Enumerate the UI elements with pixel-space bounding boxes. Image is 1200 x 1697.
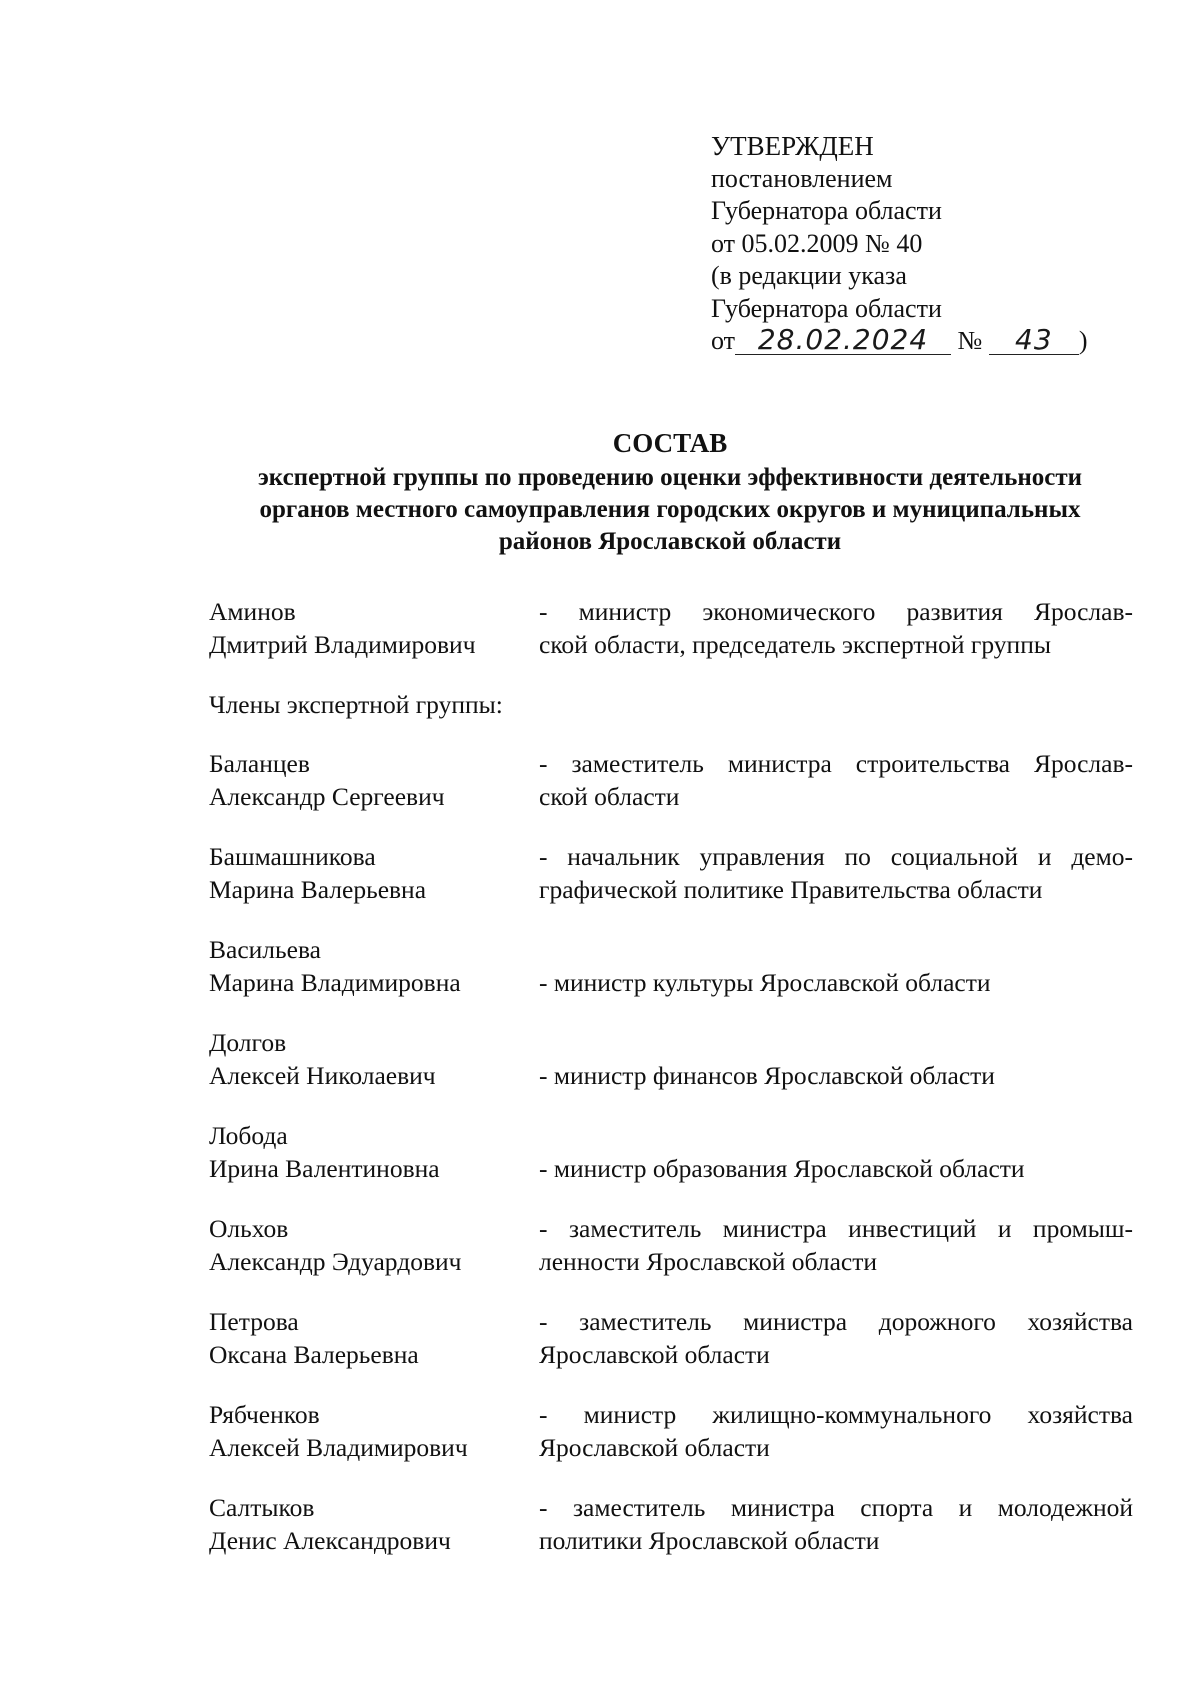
surname: Васильева xyxy=(209,935,321,964)
person-name xyxy=(209,596,539,661)
document-title: СОСТАВ xyxy=(612,428,728,458)
chair-row xyxy=(209,596,1133,661)
surname: Аминов xyxy=(209,597,296,626)
given-names: Александр Эдуардович xyxy=(209,1246,462,1276)
position-line: ской области, председатель экспертной группы xyxy=(539,629,1051,659)
members-label: Члены экспертной группы: xyxy=(209,690,503,719)
person-position xyxy=(539,596,1133,661)
approval-block xyxy=(711,130,1151,358)
person-position xyxy=(539,1120,1133,1185)
position-line: политики Ярославской области xyxy=(539,1525,880,1555)
surname: Петрова xyxy=(209,1307,299,1336)
document-heading xyxy=(190,425,1150,557)
surname: Салтыков xyxy=(209,1493,315,1522)
member-row xyxy=(209,748,1133,813)
given-names: Ирина Валентиновна xyxy=(209,1153,440,1183)
approval-line: от 05.02.2009 № 40 xyxy=(711,228,923,258)
surname: Рябченков xyxy=(209,1400,320,1429)
approval-line: Губернатора области xyxy=(711,196,942,225)
person-name xyxy=(209,1120,539,1185)
given-names: Александр Сергеевич xyxy=(209,781,445,811)
person-name xyxy=(209,841,539,906)
position-line: - заместитель министра инвестиций и промыш- xyxy=(539,1214,1133,1243)
member-row xyxy=(209,1306,1133,1371)
document-subtitle-line: органов местного самоуправления городских округов и муниципальных xyxy=(259,496,1081,523)
position-line: - заместитель министра строительства Ярослав- xyxy=(539,749,1133,778)
surname: Долгов xyxy=(209,1028,287,1057)
member-row xyxy=(209,934,1133,999)
handwritten-number: 43 xyxy=(989,326,1079,355)
surname: Ольхов xyxy=(209,1214,289,1243)
approval-line: постановлением xyxy=(711,163,893,193)
person-position xyxy=(539,748,1133,813)
person-name xyxy=(209,1492,539,1557)
person-position xyxy=(539,1027,1133,1092)
member-row xyxy=(209,1027,1133,1092)
position-line: Ярославской области xyxy=(539,1339,770,1369)
member-row xyxy=(209,1492,1133,1557)
person-position xyxy=(539,1306,1133,1371)
from-label: от xyxy=(711,326,736,355)
given-names: Оксана Валерьевна xyxy=(209,1339,419,1369)
member-row xyxy=(209,1213,1133,1278)
document-subtitle-line: районов Ярославской области xyxy=(498,528,842,555)
position-line: графической политике Правительства области xyxy=(539,874,1043,904)
position-line: Ярославской области xyxy=(539,1432,770,1462)
surname: Баланцев xyxy=(209,749,310,778)
amendment-line xyxy=(711,325,1151,358)
member-row xyxy=(209,841,1133,906)
person-position xyxy=(539,1399,1133,1464)
document-subtitle-line: экспертной группы по проведению оценки эффективности деятельности xyxy=(257,464,1083,491)
surname: Башмашникова xyxy=(209,842,376,871)
member-row xyxy=(209,1120,1133,1185)
given-names: Марина Владимировна xyxy=(209,967,461,997)
number-sign: № xyxy=(957,326,983,355)
person-name xyxy=(209,1027,539,1092)
position-line: ленности Ярославской области xyxy=(539,1246,878,1276)
position-line: - министр образования Ярославской области xyxy=(539,1153,1025,1183)
person-name xyxy=(209,1399,539,1464)
person-position xyxy=(539,1213,1133,1278)
handwritten-date: 28.02.2024 xyxy=(735,326,951,355)
close-paren: ) xyxy=(1078,326,1088,355)
given-names: Денис Александрович xyxy=(209,1525,451,1555)
position-line: - министр финансов Ярославской области xyxy=(539,1060,995,1090)
person-position xyxy=(539,841,1133,906)
person-position xyxy=(539,1492,1133,1557)
position-line: - министр экономического развития Ярослав- xyxy=(539,597,1133,626)
surname: Лобода xyxy=(209,1121,288,1150)
person-name xyxy=(209,1213,539,1278)
position-line: - министр жилищно-коммунального хозяйства xyxy=(539,1400,1133,1429)
given-names: Алексей Владимирович xyxy=(209,1432,468,1462)
approval-title: УТВЕРЖДЕН xyxy=(711,131,874,161)
position-line: - министр культуры Ярославской области xyxy=(539,967,991,997)
member-row xyxy=(209,1399,1133,1464)
approval-line: (в редакции указа xyxy=(711,261,907,290)
person-name xyxy=(209,748,539,813)
given-names: Алексей Николаевич xyxy=(209,1060,436,1090)
person-name xyxy=(209,1306,539,1371)
position-line: - начальник управления по социальной и демо- xyxy=(539,842,1133,871)
person-position xyxy=(539,934,1133,999)
position-line: - заместитель министра дорожного хозяйства xyxy=(539,1307,1133,1336)
given-names: Дмитрий Владимирович xyxy=(209,629,476,659)
approval-line: Губернатора области xyxy=(711,293,942,323)
position-line: - заместитель министра спорта и молодежной xyxy=(539,1493,1133,1522)
person-name xyxy=(209,934,539,999)
position-line: ской области xyxy=(539,781,680,811)
given-names: Марина Валерьевна xyxy=(209,874,427,904)
